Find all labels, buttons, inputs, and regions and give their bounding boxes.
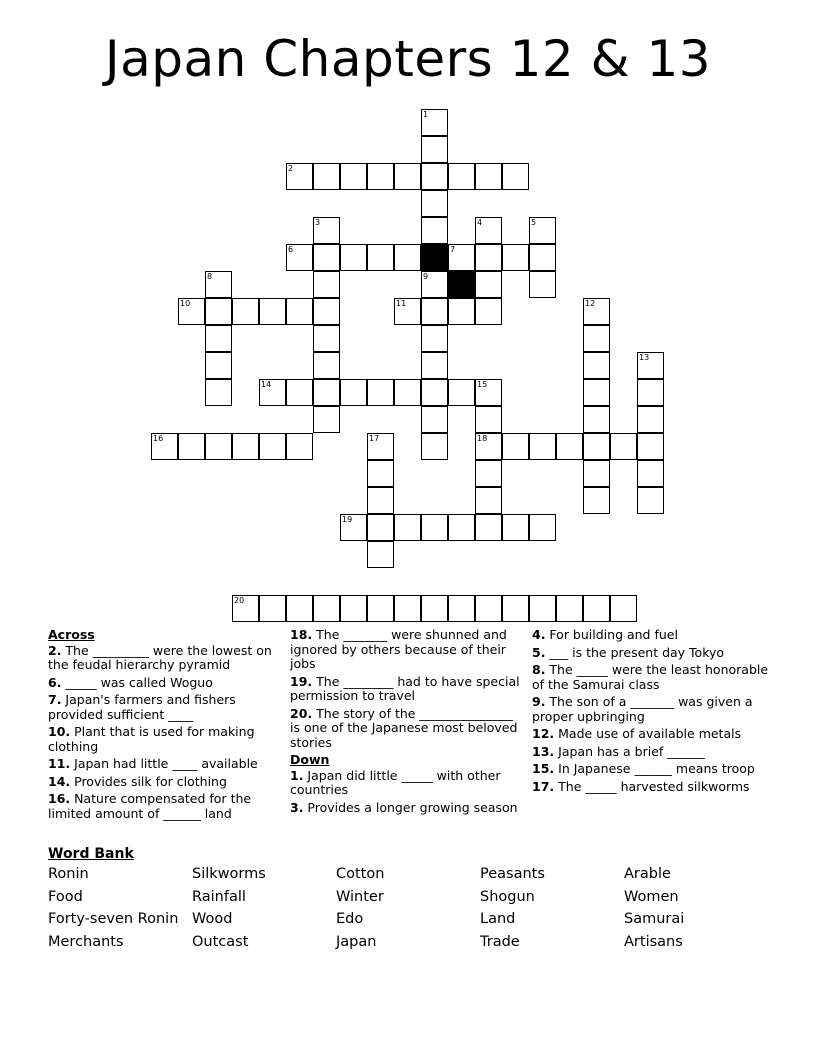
clue-down-4: 4. For building and fuel	[532, 627, 678, 642]
crossword-cell[interactable]	[313, 298, 340, 325]
clue-number: 6	[288, 245, 294, 254]
crossword-cell[interactable]	[259, 298, 286, 325]
crossword-cell[interactable]	[313, 379, 340, 406]
crossword-cell[interactable]	[340, 163, 367, 190]
crossword-cell[interactable]	[583, 433, 610, 460]
word-bank-item: Arable	[624, 866, 671, 882]
crossword-cell[interactable]	[421, 136, 448, 163]
crossword-cell[interactable]	[475, 271, 502, 298]
crossword-cell[interactable]	[232, 595, 259, 622]
crossword-cell[interactable]	[475, 595, 502, 622]
crossword-cell[interactable]	[367, 244, 394, 271]
crossword-cell[interactable]	[475, 460, 502, 487]
crossword-cell[interactable]	[448, 244, 475, 271]
word-bank-item: Samurai	[624, 911, 685, 928]
crossword-cell[interactable]	[367, 487, 394, 514]
crossword-cell[interactable]	[583, 487, 610, 514]
clue-column-1	[48, 628, 278, 824]
crossword-cell[interactable]	[394, 298, 421, 325]
word-bank-item: Edo	[336, 911, 364, 928]
clue-number: 20	[234, 596, 245, 605]
crossword-cell[interactable]	[583, 379, 610, 406]
word-bank-item: Trade	[480, 934, 520, 951]
crossword-cell[interactable]	[367, 514, 394, 541]
crossword-cell[interactable]	[502, 244, 529, 271]
clue-across-11: 11. Japan had little ____ available	[48, 756, 258, 771]
word-bank-item: Japan	[336, 934, 377, 951]
crossword-cell[interactable]	[286, 595, 313, 622]
crossword-cell[interactable]	[637, 379, 664, 406]
clue-number: 13	[639, 353, 650, 362]
word-bank-item: Shogun	[480, 888, 535, 905]
crossword-cell[interactable]	[502, 595, 529, 622]
crossword-cell[interactable]	[286, 298, 313, 325]
crossword-cell[interactable]	[286, 433, 313, 460]
crossword-cell[interactable]	[583, 352, 610, 379]
clue-number: 16	[153, 434, 164, 443]
clue-number: 14	[261, 380, 272, 389]
crossword-cell[interactable]	[475, 433, 502, 460]
word-bank-item: Winter	[336, 888, 384, 905]
clue-down-17: 17. The _____ harvested silkworms	[532, 778, 750, 794]
crossword-cell[interactable]	[556, 433, 583, 460]
clue-number: 2	[288, 164, 294, 173]
crossword-cell[interactable]	[421, 352, 448, 379]
crossword-cell[interactable]	[502, 433, 529, 460]
crossword-cell[interactable]	[421, 217, 448, 244]
clue-across-10: 10. Plant that is used for making clothing	[48, 724, 255, 754]
crossword-cell[interactable]	[313, 217, 340, 244]
crossword-cell[interactable]	[286, 379, 313, 406]
crossword-black-cell	[448, 271, 475, 298]
word-bank-title: Word Bank	[48, 846, 134, 862]
clue-number: 9	[423, 272, 429, 281]
clue-across-7: 7. Japan's farmers and fishers provided sufficient ____	[48, 692, 236, 722]
clue-across-6: 6. _____ was called Woguo	[48, 674, 213, 690]
crossword-cell[interactable]	[583, 595, 610, 622]
crossword-cell[interactable]	[637, 352, 664, 379]
crossword-cell[interactable]	[205, 298, 232, 325]
crossword-cell[interactable]	[394, 595, 421, 622]
down-header: Down	[290, 752, 330, 767]
clue-down-1: 1. Japan did little _____ with other countries	[290, 767, 501, 797]
crossword-cell[interactable]	[313, 163, 340, 190]
crossword-cell[interactable]	[178, 298, 205, 325]
word-bank-item: Land	[480, 911, 516, 928]
crossword-cell[interactable]	[151, 433, 178, 460]
crossword-cell[interactable]	[232, 298, 259, 325]
clue-number: 7	[450, 245, 456, 254]
crossword-cell[interactable]	[286, 244, 313, 271]
clue-down-12: 12. Made use of available metals	[532, 726, 742, 741]
crossword-cell[interactable]	[340, 595, 367, 622]
clue-across-16: 16. Nature compensated for the limited amount of ______ land	[48, 791, 252, 821]
clue-number: 8	[207, 272, 213, 281]
crossword-cell[interactable]	[448, 595, 475, 622]
crossword-cell[interactable]	[394, 244, 421, 271]
crossword-cell[interactable]	[313, 595, 340, 622]
puzzle-title: Japan Chapters 12 & 13	[104, 30, 712, 88]
crossword-cell[interactable]	[367, 460, 394, 487]
clue-across-19: 19. The ________ had to have special permission to travel	[290, 673, 520, 703]
clue-column-2	[290, 628, 522, 818]
crossword-cell[interactable]	[313, 325, 340, 352]
word-bank-item: Cotton	[336, 866, 385, 882]
clue-down-3: 3. Provides a longer growing season	[290, 799, 518, 815]
crossword-cell[interactable]	[448, 379, 475, 406]
crossword-cell[interactable]	[529, 595, 556, 622]
crossword-cell[interactable]	[475, 514, 502, 541]
crossword-cell[interactable]	[583, 298, 610, 325]
crossword-cell[interactable]	[421, 406, 448, 433]
crossword-cell[interactable]	[421, 595, 448, 622]
clue-number: 5	[531, 218, 537, 227]
word-bank-item: Women	[624, 888, 679, 905]
crossword-cell[interactable]	[205, 379, 232, 406]
clue-down-5: 5. ___ is the present day Tokyo	[532, 644, 725, 660]
crossword-cell[interactable]	[448, 514, 475, 541]
crossword-cell[interactable]	[286, 163, 313, 190]
word-bank-item: Ronin	[48, 866, 89, 882]
crossword-cell[interactable]	[394, 379, 421, 406]
clue-number: 3	[315, 218, 321, 227]
crossword-cell[interactable]	[340, 514, 367, 541]
crossword-cell[interactable]	[313, 352, 340, 379]
crossword-cell[interactable]	[259, 379, 286, 406]
clue-down-13: 13. Japan has a brief ______	[532, 743, 705, 759]
crossword-cell[interactable]	[340, 379, 367, 406]
clue-number: 18	[477, 434, 488, 443]
crossword-cell[interactable]	[421, 190, 448, 217]
crossword-cell[interactable]	[529, 271, 556, 298]
crossword-cell[interactable]	[421, 109, 448, 136]
crossword-cell[interactable]	[637, 433, 664, 460]
crossword-cell[interactable]	[637, 460, 664, 487]
crossword-cell[interactable]	[205, 271, 232, 298]
crossword-cell[interactable]	[259, 433, 286, 460]
crossword-cell[interactable]	[502, 514, 529, 541]
clue-number: 15	[477, 380, 488, 389]
crossword-cell[interactable]	[475, 298, 502, 325]
clue-across-14: 14. Provides silk for clothing	[48, 773, 227, 789]
crossword-cell[interactable]	[421, 514, 448, 541]
crossword-cell[interactable]	[583, 406, 610, 433]
clue-across-20: 20. The story of the _______________ is one of the Japanese most beloved stories	[290, 705, 518, 750]
crossword-cell[interactable]	[421, 298, 448, 325]
clue-number: 12	[585, 299, 596, 308]
crossword-cell[interactable]	[475, 487, 502, 514]
crossword-cell[interactable]	[610, 595, 637, 622]
clue-across-2: 2. The _________ were the lowest on the feudal hierarchy pyramid	[48, 642, 272, 672]
word-bank-item: Silkworms	[192, 866, 266, 882]
crossword-cell[interactable]	[367, 379, 394, 406]
crossword-cell[interactable]	[475, 244, 502, 271]
word-bank	[48, 866, 768, 957]
crossword-cell[interactable]	[529, 433, 556, 460]
crossword-cell[interactable]	[367, 433, 394, 460]
crossword-cell[interactable]	[313, 406, 340, 433]
word-bank-item: Food	[48, 888, 83, 905]
crossword-cell[interactable]	[421, 163, 448, 190]
word-bank-item: Wood	[192, 911, 233, 928]
word-bank-item: Merchants	[48, 934, 124, 951]
crossword-cell[interactable]	[367, 595, 394, 622]
crossword-cell[interactable]	[475, 406, 502, 433]
crossword-cell[interactable]	[205, 352, 232, 379]
crossword-cell[interactable]	[178, 433, 205, 460]
word-bank-item: Rainfall	[192, 888, 246, 905]
crossword-cell[interactable]	[340, 244, 367, 271]
crossword-cell[interactable]	[421, 433, 448, 460]
word-bank-item: Outcast	[192, 934, 249, 951]
crossword-cell[interactable]	[205, 325, 232, 352]
across-header: Across	[48, 627, 95, 642]
clue-number: 11	[396, 299, 407, 308]
crossword-cell[interactable]	[502, 163, 529, 190]
clue-number: 4	[477, 218, 483, 227]
crossword-cell[interactable]	[529, 217, 556, 244]
crossword-cell[interactable]	[583, 325, 610, 352]
crossword-cell[interactable]	[556, 595, 583, 622]
crossword-cell[interactable]	[394, 163, 421, 190]
crossword-cell[interactable]	[421, 325, 448, 352]
crossword-cell[interactable]	[205, 433, 232, 460]
crossword-cell[interactable]	[475, 163, 502, 190]
crossword-cell[interactable]	[529, 244, 556, 271]
clue-column-3	[532, 628, 772, 797]
clue-across-18: 18. The _______ were shunned and ignored by others because of their jobs	[290, 627, 507, 671]
crossword-cell[interactable]	[475, 379, 502, 406]
crossword-cell[interactable]	[313, 271, 340, 298]
crossword-cell[interactable]	[367, 163, 394, 190]
crossword-cell[interactable]	[367, 541, 394, 568]
crossword-cell[interactable]	[610, 433, 637, 460]
crossword-cell[interactable]	[637, 487, 664, 514]
word-bank-item: Peasants	[480, 866, 545, 882]
clue-down-8: 8. The _____ were the least honorable of the Samurai class	[532, 662, 769, 692]
crossword-cell[interactable]	[583, 460, 610, 487]
crossword-black-cell	[421, 244, 448, 271]
clue-down-9: 9. The son of a _______ was given a proper upbringing	[532, 694, 753, 724]
clue-number: 1	[423, 110, 429, 119]
crossword-cell[interactable]	[475, 217, 502, 244]
clue-number: 19	[342, 515, 353, 524]
crossword-cell[interactable]	[421, 379, 448, 406]
crossword-cell[interactable]	[448, 298, 475, 325]
crossword-cell[interactable]	[313, 244, 340, 271]
crossword-cell[interactable]	[421, 271, 448, 298]
word-bank-item: Forty-seven Ronin	[48, 911, 179, 928]
clue-down-15: 15. In Japanese ______ means troop	[532, 761, 755, 776]
crossword-cell[interactable]	[259, 595, 286, 622]
crossword-cell[interactable]	[232, 433, 259, 460]
word-bank-item: Artisans	[624, 934, 683, 951]
crossword-cell[interactable]	[529, 514, 556, 541]
crossword-cell[interactable]	[394, 514, 421, 541]
clue-number: 10	[180, 299, 191, 308]
crossword-cell[interactable]	[637, 406, 664, 433]
clue-number: 17	[369, 434, 380, 443]
crossword-cell[interactable]	[448, 163, 475, 190]
